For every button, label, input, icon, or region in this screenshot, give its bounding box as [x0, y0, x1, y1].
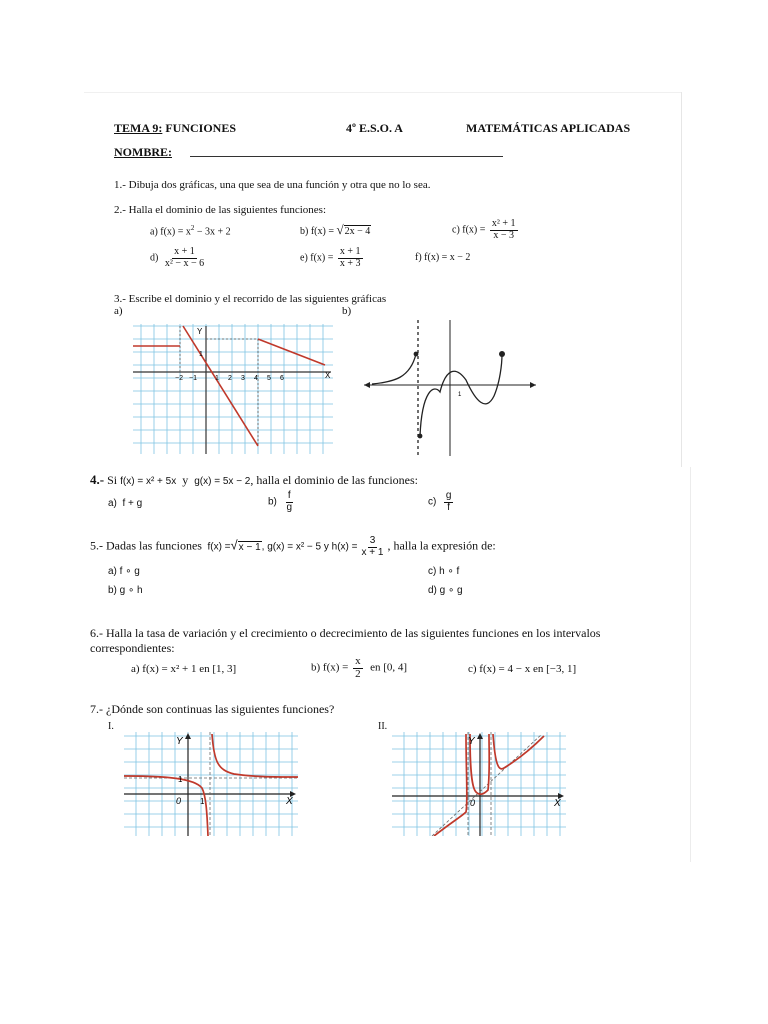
page-edge: [84, 92, 682, 93]
graph-7-i: [124, 732, 298, 836]
graph-3a-y-label: Y: [197, 327, 203, 336]
graph-7-i-x-label: X: [286, 796, 293, 807]
graph-7-ii-x-label: X: [554, 798, 561, 809]
svg-text:1: 1: [215, 375, 219, 382]
graph-7-ii-y-label: Y: [468, 736, 475, 747]
q4-item-b: b) $\frac{f}{g}$: [268, 490, 293, 513]
q2-item-d: d) $\frac{x + 1}{\text{x² − x − 6}}$: [150, 246, 205, 269]
page-edge: [690, 467, 691, 862]
question-6-line2: correspondientes:: [90, 641, 175, 655]
q3-label-a: a): [114, 305, 123, 317]
question-5: 5.- Dadas las funciones f(x) =√x − 1, g(x) = x² − 5 y h(x) = $\frac{3}{x + 1}$ , halla la expresión de:: [90, 535, 496, 558]
q5-item-a: a) f ∘ g: [108, 566, 140, 577]
question-6-line1: 6.- Halla la tasa de variación y el crecimiento o decrecimiento de las siguientes funciones en los intervalos: [90, 626, 601, 640]
q2-item-f: f) f(x) = x − 2: [415, 252, 471, 263]
svg-text:−1: −1: [189, 375, 197, 382]
svg-text:4: 4: [254, 375, 258, 382]
graph-3b-left-branch: [372, 354, 416, 384]
graph-3b-one-label: 1: [458, 392, 462, 398]
graph-7-ii-zero-label: 0: [470, 798, 476, 808]
svg-text:−2: −2: [175, 375, 183, 382]
q4-item-c: c) $\frac{g}{f}$: [428, 490, 452, 513]
question-4: 4.- Si f(x) = x² + 5x y g(x) = 5x − 2, halla el dominio de las funciones:: [90, 472, 418, 487]
graph-3a-grid: [133, 324, 333, 454]
svg-text:2: 2: [228, 375, 232, 382]
svg-text:6: 6: [280, 375, 284, 382]
graph-3b-x-arrow: [530, 382, 536, 388]
graph-3a-curve: [133, 326, 325, 446]
q3-label-b: b): [342, 305, 352, 317]
tema-prefix: TEMA 9:: [114, 121, 163, 135]
tema-heading: [114, 121, 236, 136]
q5-item-d: d) g ∘ g: [428, 585, 463, 596]
svg-text:3: 3: [241, 375, 245, 382]
page-edge: [681, 92, 682, 467]
graph-7-ii: [392, 732, 566, 836]
graph-3a-one-label: 1: [199, 351, 203, 358]
subject-label: MATEMÁTICAS APLICADAS: [466, 121, 631, 135]
question-1: 1.- Dibuja dos gráficas, una que sea de una función y otra que no lo sea.: [114, 179, 431, 191]
graph-3b-point: [414, 352, 419, 357]
q6-item-b: b) f(x) = $\frac{x}{2}$ en [0, 4]: [311, 655, 408, 680]
graph-3b-x-arrow-left: [364, 382, 370, 388]
q2-item-e: e) f(x) = $\frac{x + 1}{x + 3}$: [300, 246, 361, 269]
graph-7-ii-grid: [392, 732, 566, 836]
question-2: 2.- Halla el dominio de las siguientes funciones:: [114, 204, 327, 216]
graph-3a-x-label: X: [325, 371, 331, 380]
q4-item-a: a) f + g: [108, 498, 143, 509]
q6-item-c: c) f(x) = 4 − x en [−3, 1]: [468, 663, 577, 675]
question-7: 7.- ¿Dónde son continuas las siguientes funciones?: [90, 702, 335, 716]
svg-text:5: 5: [267, 375, 271, 382]
tema-title: FUNCIONES: [165, 121, 237, 135]
graph-7-i-y-label: Y: [176, 736, 183, 747]
graph-7-i-grid: [124, 732, 298, 836]
name-line: [190, 156, 503, 157]
q2-item-a: a) $f(x) = x^2 - 3x + 2$: [150, 224, 231, 238]
graph-3a-ticks: [175, 375, 284, 382]
question-3: 3.- Escribe el dominio y el recorrido de las siguientes gráficas: [114, 293, 387, 305]
graph-3b-point: [499, 351, 505, 357]
q7-label-1: I.: [108, 721, 114, 732]
q5-item-c: c) h ∘ f: [428, 566, 460, 577]
graph-3b-point: [418, 434, 423, 439]
q2-item-b: b) f(x) = √2x − 4: [300, 222, 371, 237]
course-label: 4º E.S.O. A: [346, 121, 403, 135]
q5-item-b: b) g ∘ h: [108, 585, 143, 596]
q2-item-c: c) f(x) = $\frac{\text{x² + 1}}{x - 3}$: [452, 218, 516, 241]
graph-3a: [133, 324, 333, 454]
graph-7-i-x-one-label: 1: [200, 797, 205, 806]
name-label: NOMBRE:: [114, 145, 172, 159]
graph-7-i-zero-label: 0: [176, 796, 182, 806]
graph-7-i-asymptotes: [124, 732, 298, 836]
graph-3b: [364, 318, 539, 458]
graph-7-i-one-label: 1: [178, 775, 183, 784]
q7-label-2: II.: [378, 721, 388, 732]
graph-7-ii-asymptotes: [432, 732, 542, 836]
q6-item-a: a) f(x) = x² + 1 en [1, 3]: [131, 663, 237, 675]
